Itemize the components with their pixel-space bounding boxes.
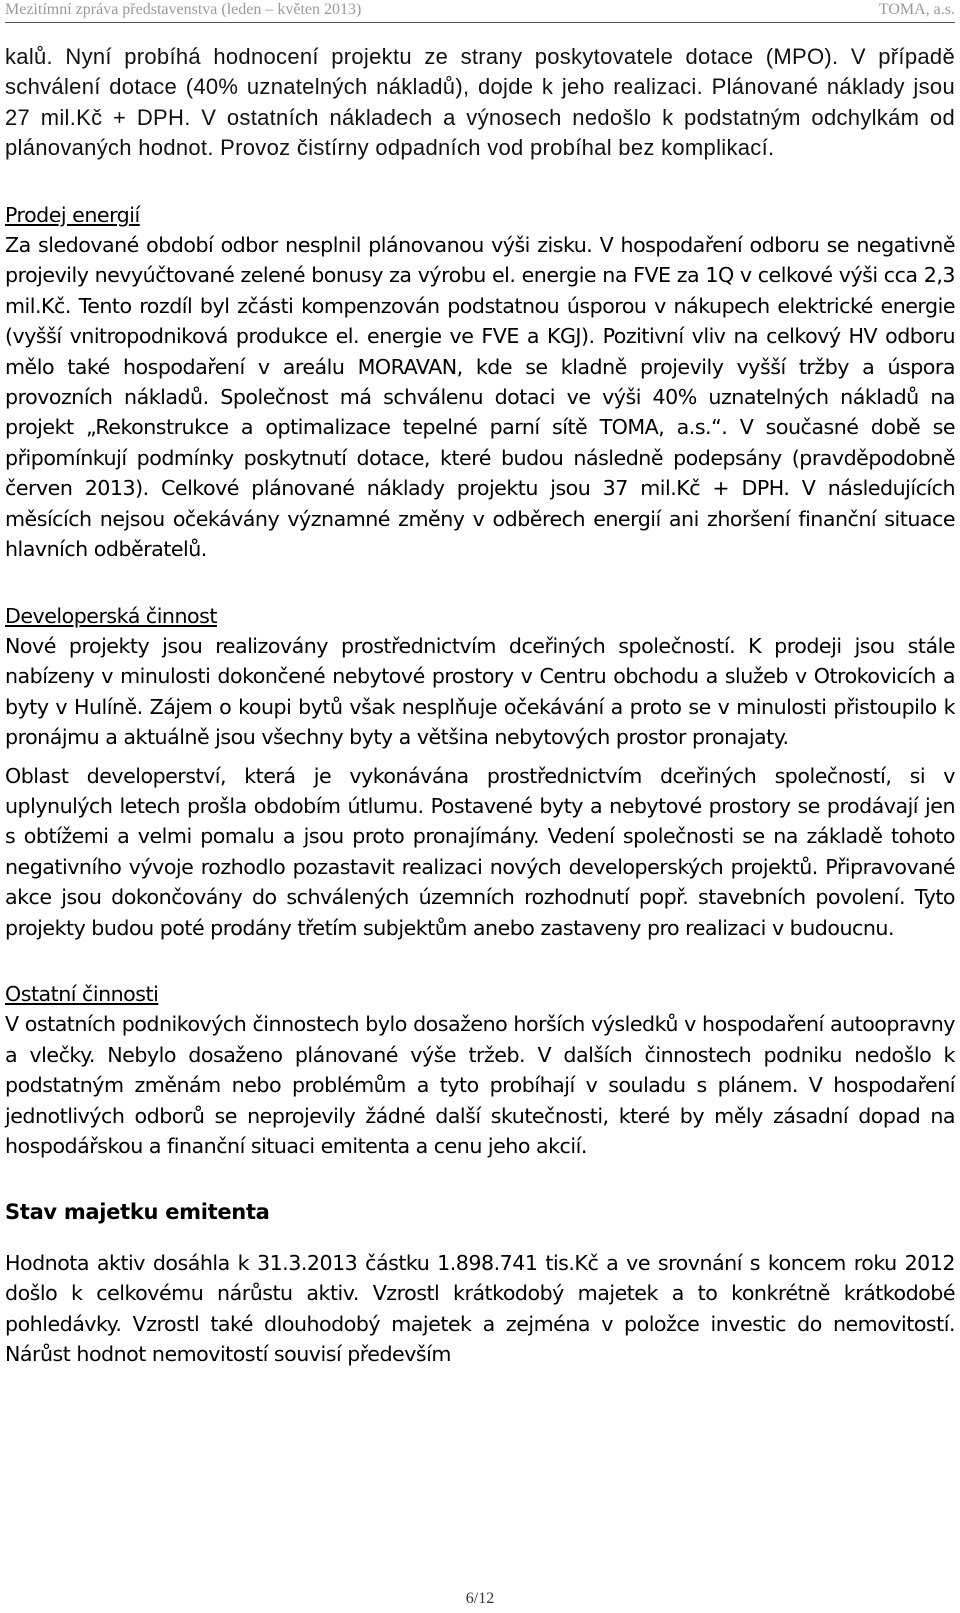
document-body — [5, 42, 955, 1369]
header-title: Mezitímní zpráva představenstva (leden – květen 2013) — [5, 1, 362, 18]
section-paragraph: Oblast developerství, která je vykonávána prostřednictvím dceřiných společností, si v uplynulých letech prošla obdobím útlumu. Postavené byty a nebytové prostory se prodávají jen s obtížemi a velmi pomalu a jsou proto pronajímány. Vedení společnosti se na základě tohoto negativního vývoje rozhodlo pozastavit realizaci nových developerských projektů. Připravované akce jsou dokončovány do schválených územních rozhodnutí popř. stavebních povolení. Tyto projekty budou poté prodány třetím subjektům anebo zastaveny pro realizaci v budoucnu. — [5, 763, 955, 940]
section-paragraph: Za sledované období odbor nesplnil plánovanou výši zisku. V hospodaření odboru se negativně projevily nevyúčtované zelené bonusy za výrobu el. energie na FVE za 1Q v celkové výši cca 2,3 mil.Kč. Tento rozdíl byl zčásti kompenzován podstatnou úsporou v nákupech elektrické energie (vyšší vnitropodniková produkce el. energie ve FVE a KGJ). Pozitivní vliv na celkový HV odboru mělo také hospodaření v areálu MORAVAN, kde se kladně projevily vyšší tržby a úspora provozních nákladů. Společnost má schválenu dotaci ve výši 40% uznatelných nákladů na projekt „Rekonstrukce a optimalizace tepelné parní sítě TOMA, a.s.“. V současné době se připomínkují podmínky poskytnutí dotace, které budou následně podepsány (pravděpodobně červen 2013). Celkové plánované náklady projektu jsou 37 mil.Kč + DPH. V následujících měsících nejsou očekávány významné změny v odběrech energií ani zhoršení finanční situace hlavních odběratelů. — [5, 233, 955, 562]
section-paragraph: V ostatních podnikových činnostech bylo dosaženo horších výsledků v hospodaření autoopravny a vlečky. Nebylo dosaženo plánované výše tržeb. V dalších činnostech podniku nedošlo k podstatným změnám nebo problémům a tyto probíhají v souladu s plánem. V hospodaření jednotlivých odborů se neprojevily žádné další skutečnosti, které by měly zásadní dopad na hospodářskou a finanční situaci emitenta a cenu jeho akcií. — [5, 1012, 955, 1158]
header-company: TOMA, a.s. — [878, 1, 955, 18]
section-heading-prodej-energii: Prodej energií — [5, 202, 140, 227]
section-paragraph: Nové projekty jsou realizovány prostřednictvím dceřiných společností. K prodeji jsou stále nabízeny v minulosti dokončené nebytové prostory v Centru obchodu a služeb v Otrokovicích a byty v Hulíně. Zájem o koupi bytů však nesplňuje očekávání a proto se v minulosti přistoupilo k pronájmu a aktuálně jsou všechny byty a většina nebytových prostor pronajaty. — [5, 633, 955, 750]
running-header — [5, 0, 955, 23]
page-number: 6/12 — [465, 1590, 495, 1607]
asset-paragraph: Hodnota aktiv dosáhla k 31.3.2013 částku 1.898.741 tis.Kč a ve srovnání s koncem roku 2012 došlo k celkovému nárůstu aktiv. Vzrostl krátkodobý majetek a to konkrétně krátkodobé pohledávky. Vzrostl také dlouhodobý majetek a zejména v položce investic do nemovitostí. Nárůst hodnot nemovitostí souvisí především — [5, 1250, 955, 1367]
section-heading-stav-majetku: Stav majetku emitenta — [5, 1200, 270, 1225]
section-heading-developerska-cinnost: Developerská činnost — [5, 603, 217, 628]
section-heading-ostatni-cinnosti: Ostatní činnosti — [5, 981, 159, 1006]
intro-paragraph: kalů. Nyní probíhá hodnocení projektu ze strany poskytovatele dotace (MPO). V případě schválení dotace (40% uznatelných nákladů), dojde k jeho realizaci. Plánované náklady jsou 27 mil.Kč + DPH. V ostatních nákladech a výnosech nedošlo k podstatným odchylkám od plánovaných hodnot. Provoz čistírny odpadních vod probíhal bez komplikací. — [5, 44, 955, 161]
